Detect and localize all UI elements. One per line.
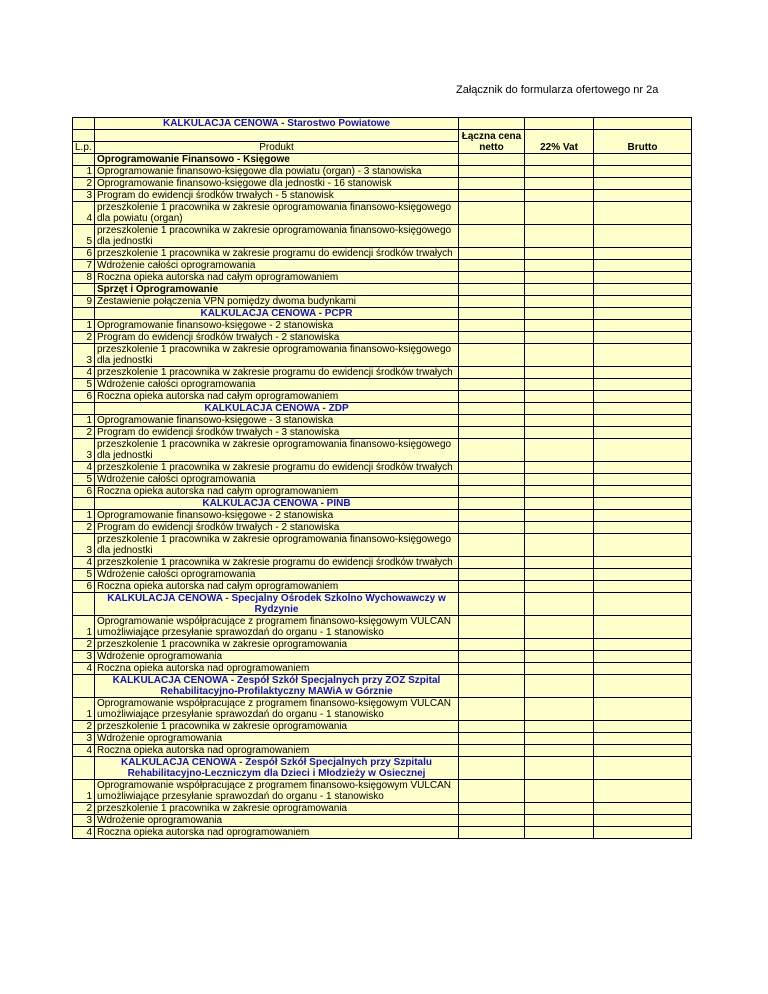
product-name: Roczna opieka autorska nad oprogramowaniem xyxy=(95,827,459,839)
vat-cell xyxy=(525,296,594,308)
vat-cell xyxy=(525,344,594,367)
vat-cell xyxy=(525,474,594,486)
vat-cell xyxy=(525,178,594,190)
row-number: 4 xyxy=(73,663,95,675)
table-row xyxy=(73,296,692,308)
table-row xyxy=(73,557,692,569)
net-cell xyxy=(459,827,525,839)
product-name: Oprogramowanie współpracujące z programem finansowo-księgowym VULCAN umożliwiające przesyłanie sprawozdań do organu - 1 stanowisko xyxy=(95,780,459,803)
table-row xyxy=(73,522,692,534)
net-cell xyxy=(459,651,525,663)
net-cell xyxy=(459,557,525,569)
table-row xyxy=(73,534,692,557)
row-number: 5 xyxy=(73,225,95,248)
row-number: 5 xyxy=(73,379,95,391)
vat-cell xyxy=(525,698,594,721)
gross-cell xyxy=(594,721,692,733)
vat-cell xyxy=(525,616,594,639)
gross-cell xyxy=(594,260,692,272)
product-name: Wdrożenie oprogramowania xyxy=(95,815,459,827)
product-name: Roczna opieka autorska nad całym oprogramowaniem xyxy=(95,581,459,593)
gross-cell xyxy=(594,757,692,780)
table-row xyxy=(73,367,692,379)
table-row xyxy=(73,166,692,178)
vat-cell xyxy=(525,663,594,675)
net-cell xyxy=(459,190,525,202)
product-name: Wdrożenie oprogramowania xyxy=(95,733,459,745)
header-net: Łączna cena netto xyxy=(459,130,525,154)
product-name: przeszkolenie 1 pracownika w zakresie programu do ewidencji środków trwałych xyxy=(95,248,459,260)
net-cell xyxy=(459,486,525,498)
row-number: 3 xyxy=(73,439,95,462)
product-name: Roczna opieka autorska nad oprogramowaniem xyxy=(95,745,459,757)
header-vat: 22% Vat xyxy=(525,130,594,154)
net-cell xyxy=(459,733,525,745)
product-name: Roczna opieka autorska nad całym oprogramowaniem xyxy=(95,391,459,403)
row-number: 4 xyxy=(73,462,95,474)
section-row xyxy=(73,403,692,415)
vat-cell xyxy=(525,593,594,616)
row-number: 2 xyxy=(73,639,95,651)
net-cell xyxy=(459,780,525,803)
row-number: 6 xyxy=(73,486,95,498)
title-row xyxy=(73,118,692,130)
table-row xyxy=(73,344,692,367)
table-row xyxy=(73,178,692,190)
product-name: Oprogramowanie finansowo-księgowe - 2 stanowiska xyxy=(95,320,459,332)
attachment-label: Załącznik do formularza ofertowego nr 2a xyxy=(456,84,659,96)
gross-cell xyxy=(594,651,692,663)
gross-cell xyxy=(594,639,692,651)
row-number: 4 xyxy=(73,202,95,225)
table-row xyxy=(73,260,692,272)
vat-cell xyxy=(525,248,594,260)
vat-cell xyxy=(525,462,594,474)
row-number xyxy=(73,593,95,616)
net-cell xyxy=(459,663,525,675)
table-row xyxy=(73,486,692,498)
table-row xyxy=(73,474,692,486)
net-cell xyxy=(459,379,525,391)
vat-cell xyxy=(525,225,594,248)
row-number: 1 xyxy=(73,166,95,178)
product-name: przeszkolenie 1 pracownika w zakresie oprogramowania finansowo-księgowego dla jednostki xyxy=(95,344,459,367)
product-name: przeszkolenie 1 pracownika w zakresie oprogramowania finansowo-księgowego dla jednostki xyxy=(95,534,459,557)
product-name: przeszkolenie 1 pracownika w zakresie oprogramowania xyxy=(95,803,459,815)
table-row xyxy=(73,827,692,839)
vat-cell xyxy=(525,332,594,344)
table-row xyxy=(73,698,692,721)
section-title: KALKULACJA CENOWA - PINB xyxy=(95,498,459,510)
product-name: Program do ewidencji środków trwałych - 5 stanowisk xyxy=(95,190,459,202)
gross-cell xyxy=(594,534,692,557)
subheader-label: Oprogramowanie Finansowo - Księgowe xyxy=(95,154,459,166)
vat-cell xyxy=(525,202,594,225)
vat-cell xyxy=(525,534,594,557)
gross-cell xyxy=(594,593,692,616)
net-cell xyxy=(459,178,525,190)
gross-cell xyxy=(594,803,692,815)
gross-cell xyxy=(594,557,692,569)
table-row xyxy=(73,803,692,815)
gross-cell xyxy=(594,581,692,593)
vat-cell xyxy=(525,651,594,663)
product-name: przeszkolenie 1 pracownika w zakresie oprogramowania xyxy=(95,721,459,733)
net-cell xyxy=(459,745,525,757)
table-row xyxy=(73,569,692,581)
table-row xyxy=(73,190,692,202)
table-row xyxy=(73,415,692,427)
product-name: przeszkolenie 1 pracownika w zakresie oprogramowania finansowo-księgowego dla jednostki xyxy=(95,225,459,248)
row-number: 6 xyxy=(73,581,95,593)
vat-cell xyxy=(525,415,594,427)
gross-cell xyxy=(594,320,692,332)
product-name: Roczna opieka autorska nad całym oprogramowaniem xyxy=(95,272,459,284)
row-number: 3 xyxy=(73,534,95,557)
row-number: 3 xyxy=(73,344,95,367)
net-cell xyxy=(459,320,525,332)
subheader-row xyxy=(73,154,692,166)
row-number: 2 xyxy=(73,178,95,190)
section-row xyxy=(73,757,692,780)
row-number: 1 xyxy=(73,320,95,332)
gross-cell xyxy=(594,462,692,474)
section-title: KALKULACJA CENOWA - Zespół Szkół Specjalnych przy Szpitalu Rehabilitacyjno-Leczniczym dla Dzieci i Młodzieży w Osiecznej xyxy=(95,757,459,780)
table-row xyxy=(73,616,692,639)
net-cell xyxy=(459,510,525,522)
gross-cell xyxy=(594,248,692,260)
table-row xyxy=(73,639,692,651)
net-cell xyxy=(459,403,525,415)
row-number: 2 xyxy=(73,332,95,344)
net-cell xyxy=(459,581,525,593)
table-row xyxy=(73,651,692,663)
row-number: 6 xyxy=(73,248,95,260)
net-cell xyxy=(459,569,525,581)
product-name: Program do ewidencji środków trwałych - 2 stanowiska xyxy=(95,332,459,344)
table-row xyxy=(73,815,692,827)
section-row xyxy=(73,675,692,698)
row-number xyxy=(73,154,95,166)
gross-cell xyxy=(594,815,692,827)
table-row xyxy=(73,225,692,248)
row-number: 8 xyxy=(73,272,95,284)
vat-cell xyxy=(525,721,594,733)
net-cell xyxy=(459,367,525,379)
vat-cell xyxy=(525,569,594,581)
gross-cell xyxy=(594,344,692,367)
price-calculation-table xyxy=(72,117,692,839)
net-cell xyxy=(459,757,525,780)
product-name: Wdrożenie całości oprogramowania xyxy=(95,474,459,486)
net-cell xyxy=(459,698,525,721)
vat-cell xyxy=(525,745,594,757)
vat-cell xyxy=(525,154,594,166)
gross-cell xyxy=(594,780,692,803)
product-name: przeszkolenie 1 pracownika w zakresie oprogramowania finansowo-księgowego dla jednostki xyxy=(95,439,459,462)
net-cell xyxy=(459,344,525,367)
subheader-row xyxy=(73,284,692,296)
vat-cell xyxy=(525,827,594,839)
vat-cell xyxy=(525,522,594,534)
vat-cell xyxy=(525,427,594,439)
gross-cell xyxy=(594,474,692,486)
row-number: 1 xyxy=(73,780,95,803)
row-number xyxy=(73,675,95,698)
gross-cell xyxy=(594,296,692,308)
gross-cell xyxy=(594,154,692,166)
table-row xyxy=(73,745,692,757)
vat-cell xyxy=(525,675,594,698)
product-name: Oprogramowanie współpracujące z programem finansowo-księgowym VULCAN umożliwiające przesyłanie sprawozdań do organu - 1 stanowisko xyxy=(95,616,459,639)
product-name: Program do ewidencji środków trwałych - 3 stanowiska xyxy=(95,427,459,439)
vat-cell xyxy=(525,557,594,569)
net-cell xyxy=(459,616,525,639)
gross-cell xyxy=(594,272,692,284)
table-row xyxy=(73,332,692,344)
table-row xyxy=(73,462,692,474)
row-number: 3 xyxy=(73,190,95,202)
table-row xyxy=(73,780,692,803)
row-number xyxy=(73,757,95,780)
row-number: 5 xyxy=(73,474,95,486)
table-row xyxy=(73,581,692,593)
vat-cell xyxy=(525,308,594,320)
gross-cell xyxy=(594,166,692,178)
row-number xyxy=(73,308,95,320)
table-row xyxy=(73,320,692,332)
net-cell xyxy=(459,593,525,616)
subheader-label: Sprzęt i Oprogramowanie xyxy=(95,284,459,296)
section-title: KALKULACJA CENOWA - ZDP xyxy=(95,403,459,415)
product-name: Program do ewidencji środków trwałych - 2 stanowiska xyxy=(95,522,459,534)
gross-cell xyxy=(594,308,692,320)
header-product: Produkt xyxy=(95,142,459,154)
product-name: przeszkolenie 1 pracownika w zakresie programu do ewidencji środków trwałych xyxy=(95,367,459,379)
vat-cell xyxy=(525,190,594,202)
row-number: 1 xyxy=(73,698,95,721)
row-number: 1 xyxy=(73,510,95,522)
product-name: Wdrożenie całości oprogramowania xyxy=(95,260,459,272)
net-cell xyxy=(459,154,525,166)
product-name: Wdrożenie oprogramowania xyxy=(95,651,459,663)
net-cell xyxy=(459,272,525,284)
gross-cell xyxy=(594,486,692,498)
vat-cell xyxy=(525,815,594,827)
product-name: przeszkolenie 1 pracownika w zakresie programu do ewidencji środków trwałych xyxy=(95,462,459,474)
row-number: 2 xyxy=(73,721,95,733)
vat-cell xyxy=(525,486,594,498)
gross-cell xyxy=(594,403,692,415)
vat-cell xyxy=(525,439,594,462)
net-cell xyxy=(459,391,525,403)
table-row xyxy=(73,379,692,391)
product-name: Oprogramowanie finansowo-księgowe dla powiatu (organ) - 3 stanowiska xyxy=(95,166,459,178)
gross-cell xyxy=(594,439,692,462)
table-row xyxy=(73,391,692,403)
row-number: 1 xyxy=(73,616,95,639)
table-row xyxy=(73,427,692,439)
product-name: Oprogramowanie finansowo-księgowe - 2 stanowiska xyxy=(95,510,459,522)
table-row xyxy=(73,202,692,225)
table-row xyxy=(73,439,692,462)
row-number: 4 xyxy=(73,745,95,757)
vat-cell xyxy=(525,391,594,403)
product-name: Roczna opieka autorska nad całym oprogramowaniem xyxy=(95,486,459,498)
row-number: 3 xyxy=(73,733,95,745)
table-row xyxy=(73,272,692,284)
header-lp: L.p. xyxy=(73,142,95,154)
header-gross: Brutto xyxy=(594,130,692,154)
product-name: Oprogramowanie finansowo-księgowe - 3 stanowiska xyxy=(95,415,459,427)
net-cell xyxy=(459,202,525,225)
table-row xyxy=(73,721,692,733)
gross-cell xyxy=(594,190,692,202)
gross-cell xyxy=(594,569,692,581)
gross-cell xyxy=(594,379,692,391)
gross-cell xyxy=(594,498,692,510)
vat-cell xyxy=(525,757,594,780)
vat-cell xyxy=(525,803,594,815)
row-number: 3 xyxy=(73,815,95,827)
table-row xyxy=(73,663,692,675)
table-row xyxy=(73,733,692,745)
net-cell xyxy=(459,284,525,296)
section-title: KALKULACJA CENOWA - Specjalny Ośrodek Szkolno Wychowawczy w Rydzynie xyxy=(95,593,459,616)
net-cell xyxy=(459,308,525,320)
net-cell xyxy=(459,248,525,260)
section-row xyxy=(73,308,692,320)
product-name: przeszkolenie 1 pracownika w zakresie programu do ewidencji środków trwałych xyxy=(95,557,459,569)
vat-cell xyxy=(525,379,594,391)
section-row xyxy=(73,593,692,616)
sheet-title: KALKULACJA CENOWA - Starostwo Powiatowe xyxy=(95,118,459,130)
net-cell xyxy=(459,639,525,651)
row-number: 2 xyxy=(73,427,95,439)
gross-cell xyxy=(594,616,692,639)
vat-cell xyxy=(525,272,594,284)
gross-cell xyxy=(594,284,692,296)
product-name: Zestawienie połączenia VPN pomiędzy dwoma budynkami xyxy=(95,296,459,308)
product-name: Oprogramowanie współpracujące z programem finansowo-księgowym VULCAN umożliwiające przesyłanie sprawozdań do organu - 1 stanowisko xyxy=(95,698,459,721)
gross-cell xyxy=(594,675,692,698)
vat-cell xyxy=(525,510,594,522)
product-name: przeszkolenie 1 pracownika w zakresie oprogramowania finansowo-księgowego dla powiatu (organ) xyxy=(95,202,459,225)
row-number: 1 xyxy=(73,415,95,427)
gross-cell xyxy=(594,745,692,757)
gross-cell xyxy=(594,522,692,534)
gross-cell xyxy=(594,178,692,190)
row-number: 7 xyxy=(73,260,95,272)
table-row xyxy=(73,248,692,260)
vat-cell xyxy=(525,320,594,332)
vat-cell xyxy=(525,639,594,651)
section-title: KALKULACJA CENOWA - PCPR xyxy=(95,308,459,320)
gross-cell xyxy=(594,827,692,839)
gross-cell xyxy=(594,202,692,225)
row-number: 6 xyxy=(73,391,95,403)
row-number xyxy=(73,284,95,296)
table-row xyxy=(73,510,692,522)
net-cell xyxy=(459,721,525,733)
row-number: 3 xyxy=(73,651,95,663)
row-number: 4 xyxy=(73,367,95,379)
vat-cell xyxy=(525,166,594,178)
row-number: 4 xyxy=(73,557,95,569)
product-name: Oprogramowanie finansowo-księgowe dla jednostki - 16 stanowisk xyxy=(95,178,459,190)
vat-cell xyxy=(525,733,594,745)
row-number xyxy=(73,498,95,510)
net-cell xyxy=(459,166,525,178)
gross-cell xyxy=(594,427,692,439)
vat-cell xyxy=(525,581,594,593)
net-cell xyxy=(459,427,525,439)
row-number: 4 xyxy=(73,827,95,839)
net-cell xyxy=(459,439,525,462)
product-name: Wdrożenie całości oprogramowania xyxy=(95,379,459,391)
net-cell xyxy=(459,534,525,557)
vat-cell xyxy=(525,284,594,296)
row-number: 2 xyxy=(73,803,95,815)
section-title: KALKULACJA CENOWA - Zespół Szkół Specjalnych przy ZOZ Szpital Rehabilitacyjno-Profilaktyczny MAWiA w Górznie xyxy=(95,675,459,698)
gross-cell xyxy=(594,698,692,721)
net-cell xyxy=(459,332,525,344)
net-cell xyxy=(459,296,525,308)
net-cell xyxy=(459,498,525,510)
vat-cell xyxy=(525,367,594,379)
net-cell xyxy=(459,225,525,248)
vat-cell xyxy=(525,260,594,272)
row-number: 2 xyxy=(73,522,95,534)
vat-cell xyxy=(525,498,594,510)
net-cell xyxy=(459,474,525,486)
net-cell xyxy=(459,462,525,474)
row-number xyxy=(73,403,95,415)
product-name: przeszkolenie 1 pracownika w zakresie oprogramowania xyxy=(95,639,459,651)
net-cell xyxy=(459,522,525,534)
vat-cell xyxy=(525,403,594,415)
vat-cell xyxy=(525,780,594,803)
section-row xyxy=(73,498,692,510)
net-cell xyxy=(459,815,525,827)
gross-cell xyxy=(594,391,692,403)
gross-cell xyxy=(594,733,692,745)
net-cell xyxy=(459,675,525,698)
row-number: 9 xyxy=(73,296,95,308)
product-name: Wdrożenie całości oprogramowania xyxy=(95,569,459,581)
net-cell xyxy=(459,260,525,272)
row-number: 5 xyxy=(73,569,95,581)
gross-cell xyxy=(594,367,692,379)
net-cell xyxy=(459,803,525,815)
gross-cell xyxy=(594,663,692,675)
gross-cell xyxy=(594,332,692,344)
gross-cell xyxy=(594,415,692,427)
product-name: Roczna opieka autorska nad oprogramowaniem xyxy=(95,663,459,675)
gross-cell xyxy=(594,225,692,248)
blank-row xyxy=(73,130,692,142)
net-cell xyxy=(459,415,525,427)
gross-cell xyxy=(594,510,692,522)
